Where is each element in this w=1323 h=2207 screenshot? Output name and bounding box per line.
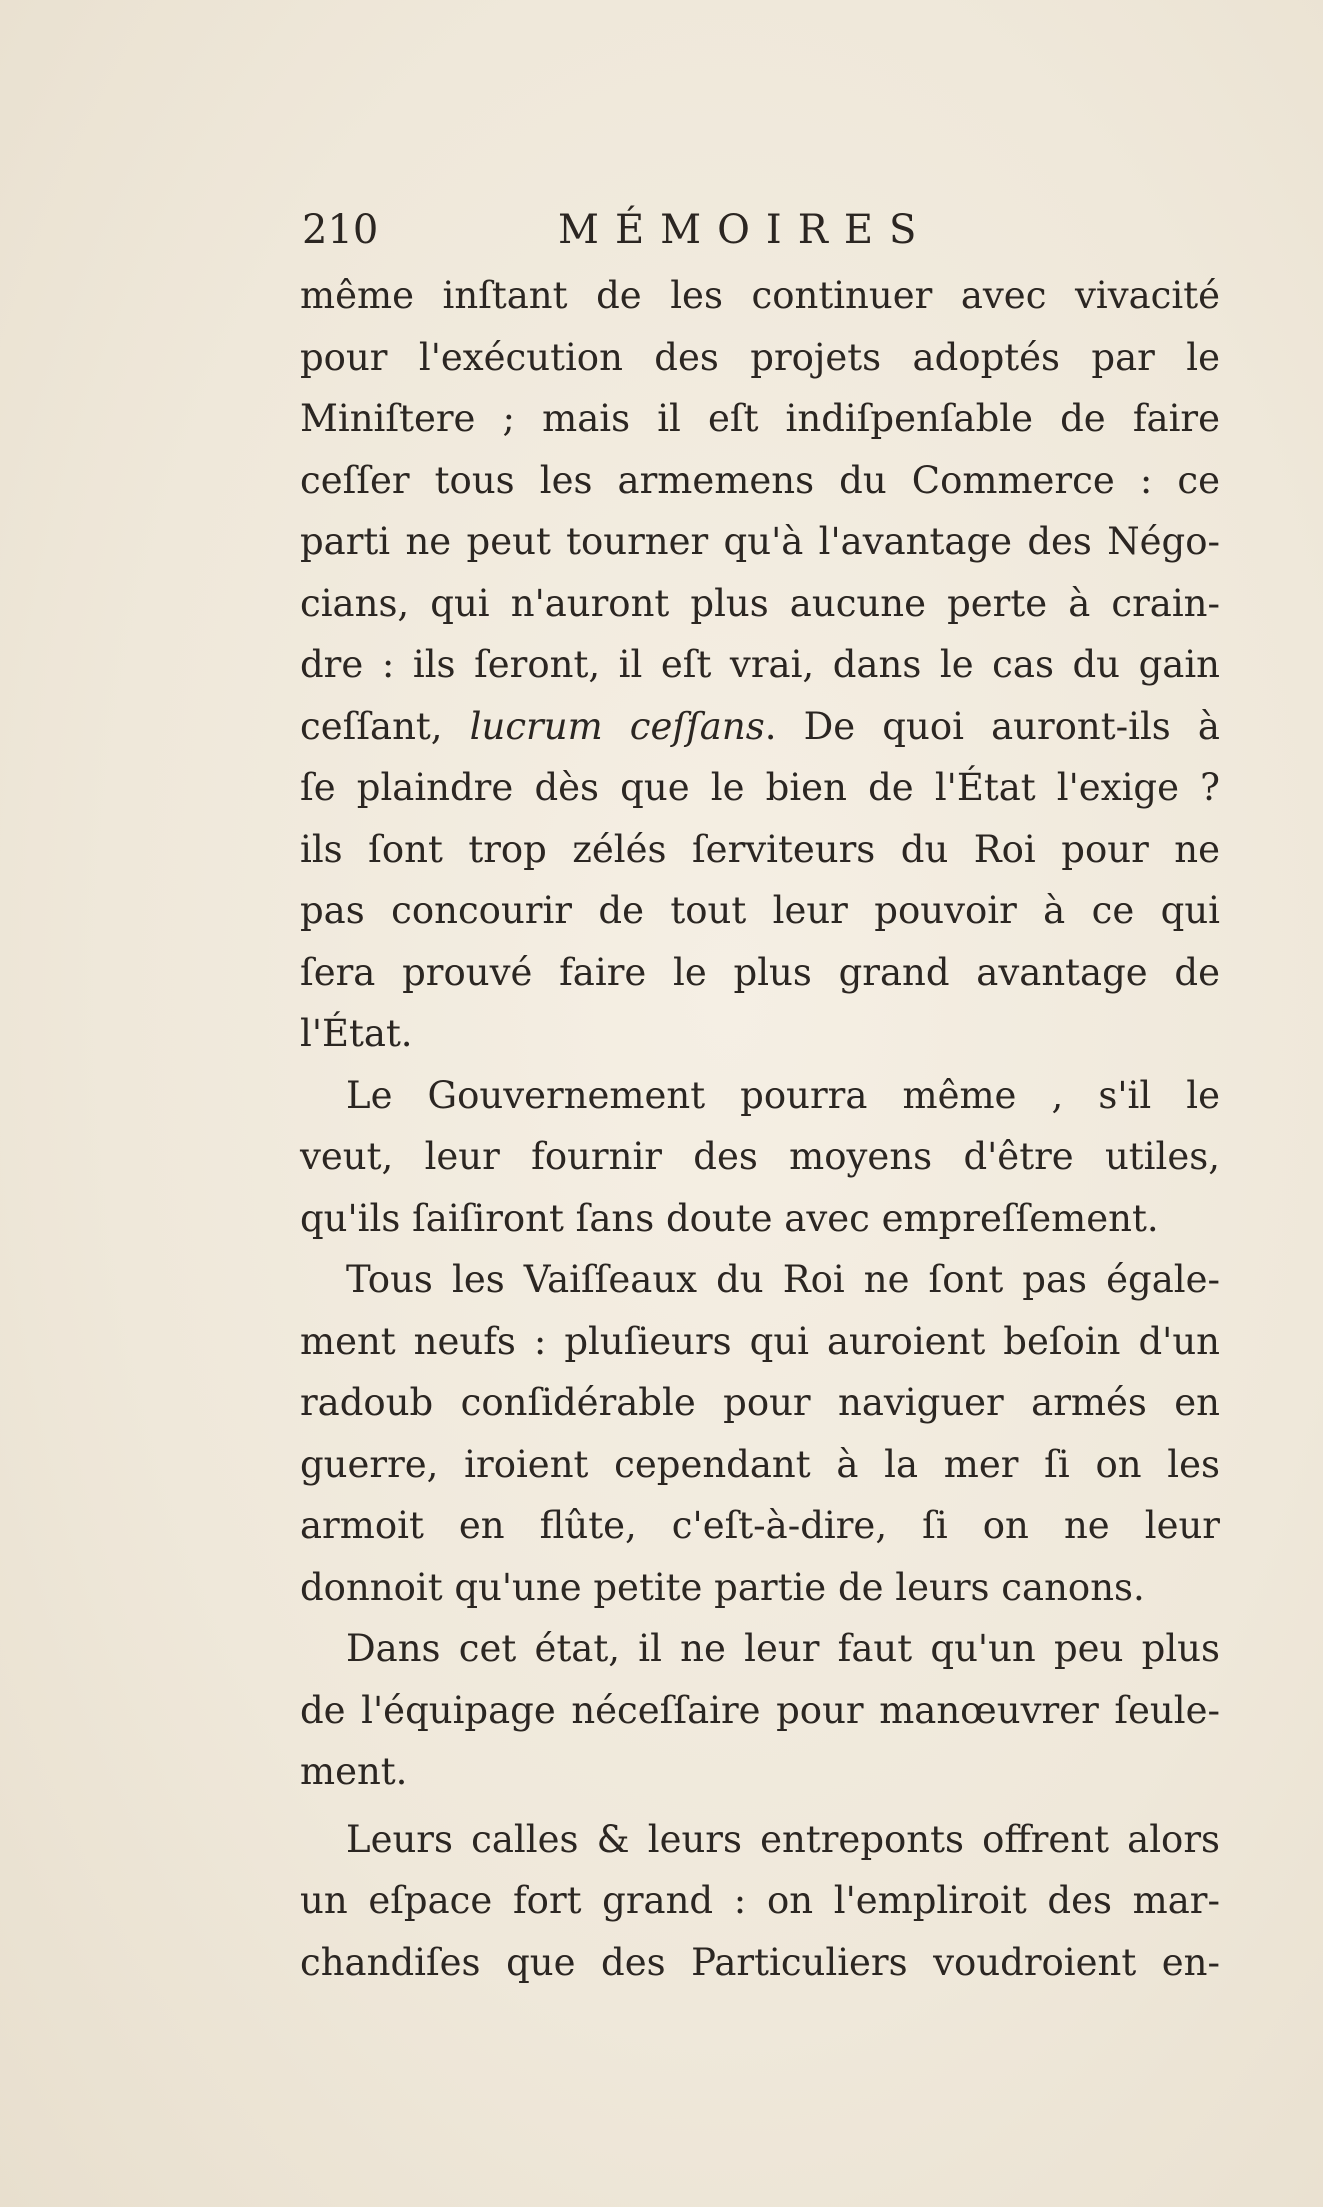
text-line: pas concourir de tout leur pouvoir à ce qui [300,889,1220,932]
paragraph [300,265,1220,1065]
paragraph [300,1809,1220,1994]
text-line: ceſſer tous les armemens du Commerce : ce [300,458,1220,502]
page-header [300,195,1220,265]
text-line: de l'équipage néceſſaire pour manœuvrer ſeule- [300,1688,1220,1732]
text-line: radoub conſidérable pour naviguer armés en [300,1381,1220,1424]
text-line: armoit en flûte, c'eſt-à-dire, ſi on ne leur [300,1504,1220,1547]
text-line: qu'ils ſaiſiront ſans doute avec empreſſement. [300,1196,1159,1240]
text-line: Dans cet état, il ne leur faut qu'un peu plus [346,1627,1220,1670]
paragraph [300,1249,1220,1618]
text-line: même inſtant de les continuer avec vivacité [300,274,1220,317]
text-line: Tous les Vaiſſeaux du Roi ne ſont pas égale- [346,1258,1220,1301]
text-line: ment neufs : pluſieurs qui auroient beſoin d'un [300,1319,1220,1363]
body-text [300,265,1220,1993]
text-line: ils ſont trop zélés ſerviteurs du Roi pour ne [300,827,1220,871]
paragraph [300,1618,1220,1803]
text-line: cians, qui n'auront plus aucune perte à crain- [300,581,1220,625]
text-fragment: . De quoi auront-ils à [764,704,1220,748]
text-line: donnoit qu'une petite partie de leurs canons. [300,1565,1145,1609]
text-line: Le Gouvernement pourra même , s'il le [346,1073,1220,1117]
text-fragment: ceſſant, [300,704,470,748]
running-title: MÉMOIRES [558,207,933,253]
text-line: pour l'exécution des projets adoptés par le [300,335,1220,379]
text-line: ſe plaindre dès que le bien de l'État l'exige ? [300,766,1220,809]
text-line-with-italic [300,696,1220,758]
text-line: Miniſtere ; mais il eſt indiſpenſable de faire [300,397,1220,440]
text-line: ſera prouvé faire le plus grand avantage de [300,950,1220,994]
text-line: guerre, iroient cependant à la mer ſi on les [300,1442,1220,1486]
text-line: l'État. [300,1012,413,1055]
latin-italic-phrase: lucrum ceſſans [469,704,765,748]
text-line: un eſpace fort grand : on l'empliroit des mar- [300,1879,1220,1922]
page-number: 210 [302,207,379,253]
text-line: dre : ils ſeront, il eſt vrai, dans le cas du gain [300,643,1220,686]
text-line: parti ne peut tourner qu'à l'avantage des Négo- [300,520,1220,563]
text-block [300,195,1220,1993]
text-line: veut, leur fournir des moyens d'être utiles, [300,1135,1220,1178]
text-line: Leurs calles & leurs entreponts offrent alors [346,1817,1220,1861]
text-line: ment. [300,1750,408,1793]
paragraph [300,1065,1220,1250]
text-line: chandiſes que des Particuliers voudroient en- [300,1940,1220,1984]
